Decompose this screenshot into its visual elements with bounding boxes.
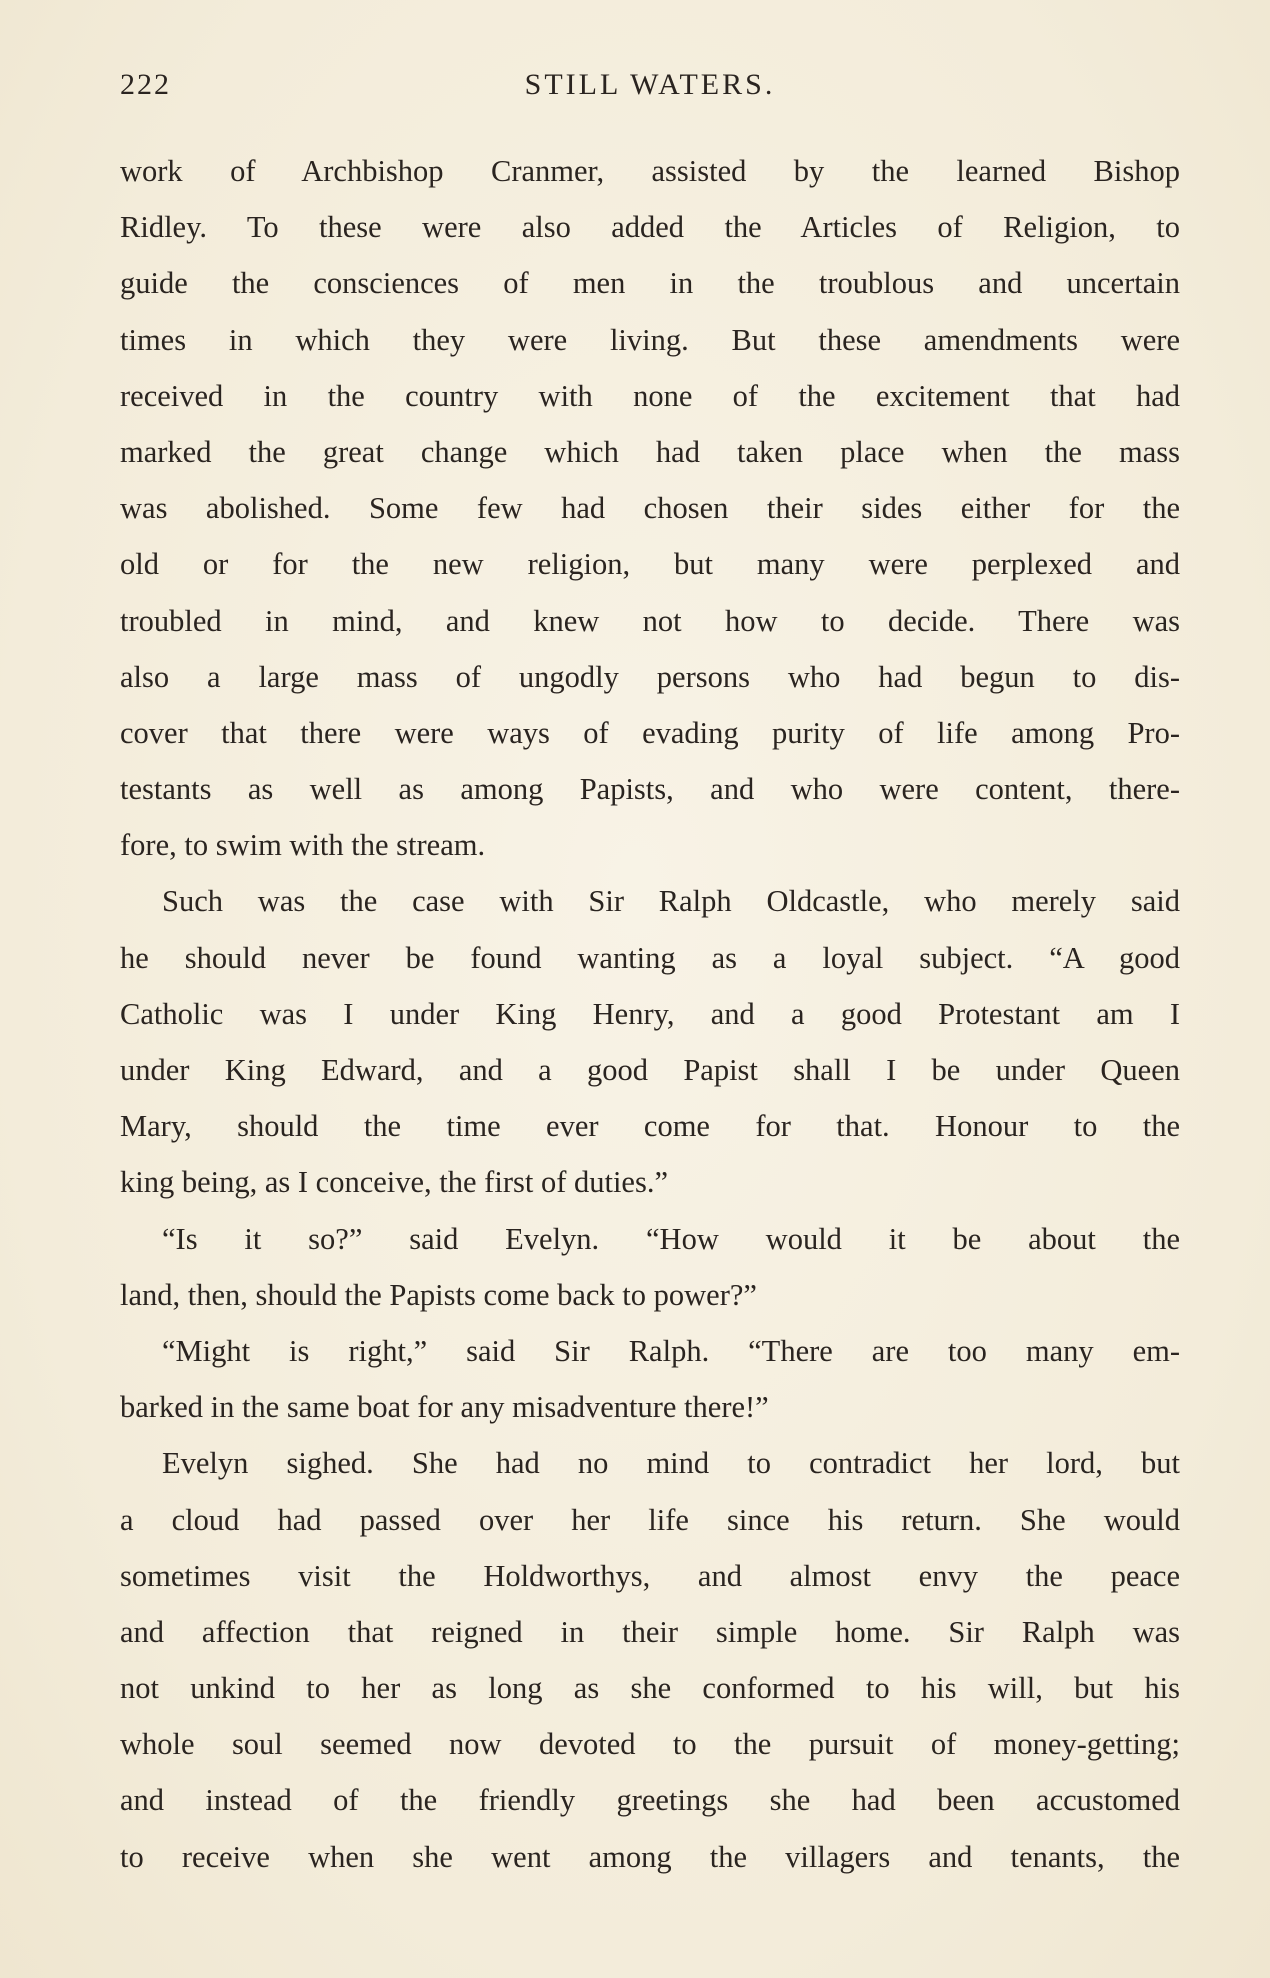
text-line: “Is it so?” said Evelyn. “How would it be about the: [162, 1221, 1180, 1256]
text-line: fore, to swim with the stream.: [120, 828, 486, 863]
text-line: land, then, should the Papists come back to power?”: [120, 1277, 757, 1312]
text-line: barked in the same boat for any misadventure there!”: [120, 1390, 769, 1425]
text-line: under King Edward, and a good Papist shall I be under Queen: [120, 1053, 1180, 1087]
text-line: marked the great change which had taken place when the mass: [120, 434, 1180, 469]
text-line: Such was the case with Sir Ralph Oldcastle, who merely said: [162, 884, 1180, 919]
text-line: he should never be found wanting as a loyal subject. “A good: [120, 940, 1180, 975]
text-line: testants as well as among Papists, and who were content, there-: [120, 772, 1180, 807]
text-line: times in which they were living. But these amendments were: [120, 322, 1180, 357]
text-line: sometimes visit the Holdworthys, and almost envy the peace: [120, 1558, 1180, 1593]
text-line: “Might is right,” said Sir Ralph. “There are too many em-: [162, 1333, 1180, 1368]
text-line: guide the consciences of men in the troublous and uncertain: [120, 266, 1180, 301]
page-number: 222: [120, 68, 171, 101]
text-line: also a large mass of ungodly persons who had begun to dis-: [120, 659, 1180, 694]
text-line: Catholic was I under King Henry, and a good Protestant am I: [120, 996, 1180, 1031]
text-line: Evelyn sighed. She had no mind to contradict her lord, but: [162, 1446, 1180, 1481]
text-line: Ridley. To these were also added the Articles of Religion, to: [120, 210, 1180, 245]
text-line: and instead of the friendly greetings she had been accustomed: [120, 1783, 1180, 1818]
text-line: to receive when she went among the villagers and tenants, the: [120, 1839, 1180, 1874]
text-line: king being, as I conceive, the first of duties.”: [120, 1165, 668, 1200]
text-line: a cloud had passed over her life since his return. She would: [120, 1502, 1180, 1537]
text-line: not unkind to her as long as she conformed to his will, but his: [120, 1671, 1180, 1706]
text-line: whole soul seemed now devoted to the pursuit of money-getting;: [120, 1727, 1180, 1762]
text-line: cover that there were ways of evading purity of life among Pro-: [120, 715, 1180, 750]
text-line: Mary, should the time ever come for that. Honour to the: [120, 1109, 1180, 1144]
running-title: STILL WATERS.: [524, 68, 776, 101]
text-line: work of Archbishop Cranmer, assisted by the learned Bishop: [120, 154, 1180, 188]
body-text: [120, 143, 1180, 1885]
page-header: [120, 68, 1180, 108]
text-line: troubled in mind, and knew not how to decide. There was: [120, 603, 1180, 638]
text-line: and affection that reigned in their simple home. Sir Ralph was: [120, 1614, 1180, 1649]
text-line: old or for the new religion, but many were perplexed and: [120, 547, 1180, 582]
text-line: received in the country with none of the excitement that had: [120, 378, 1180, 413]
text-line: was abolished. Some few had chosen their sides either for the: [120, 491, 1180, 526]
